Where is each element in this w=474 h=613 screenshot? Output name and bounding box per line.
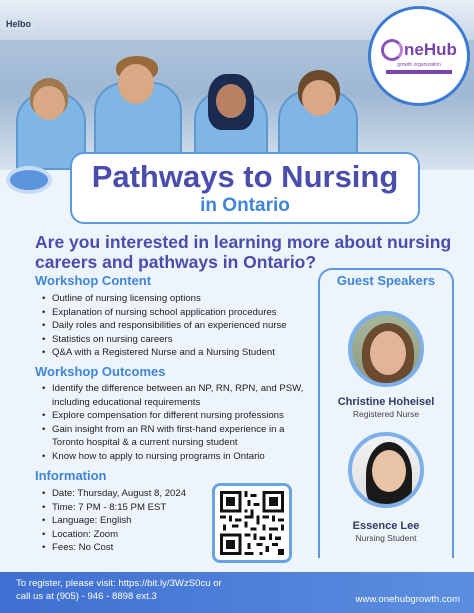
list-item: • Gain insight from an RN with first-hand experience in a Toronto hospital & a current nursing student (42, 423, 318, 450)
list-item: • Q&A with a Registered Nurse and a Nursing Student (42, 346, 312, 360)
onehub-logo (368, 6, 470, 106)
speaker-name: Essence Lee (352, 520, 420, 532)
list-item: • Time: 7 PM - 8:15 PM EST (42, 501, 212, 515)
speaker-photo (348, 432, 424, 508)
list-item: • Statistics on nursing careers (42, 333, 312, 347)
list-item: • Fees: No Cost (42, 541, 212, 555)
hero-sign: Helbo (2, 18, 35, 30)
workshop-content-heading: Workshop Content (35, 273, 152, 288)
list-item: • Location: Zoom (42, 528, 212, 542)
page-subtitle: in Ontario (200, 195, 290, 216)
registration-qr-code[interactable] (212, 483, 292, 563)
guest-speakers-heading: Guest Speakers (336, 273, 436, 288)
onehub-logo-icon (381, 39, 403, 61)
page-title: Pathways to Nursing (91, 159, 399, 194)
registration-link[interactable]: To register, please visit: https://bit.ly/3WzS0cu or (16, 578, 222, 589)
logo-strip (386, 70, 452, 74)
workshop-outcomes-heading: Workshop Outcomes (35, 364, 166, 379)
list-item: • Date: Thursday, August 8, 2024 (42, 487, 212, 501)
list-item: • Language: English (42, 514, 212, 528)
logo-name: neHub (404, 39, 457, 59)
list-item: • Outline of nursing licensing options (42, 292, 312, 306)
logo-tagline: growth organization (397, 61, 441, 68)
nurse-figure (90, 32, 186, 170)
workshop-outcomes-list (42, 382, 318, 464)
list-item: • Know how to apply to nursing programs in Ontario (42, 450, 318, 464)
qr-code-icon (220, 491, 284, 555)
list-item: • Daily roles and responsibilities of an experienced nurse (42, 319, 312, 333)
list-item: • Explore compensation for different nursing professions (42, 409, 318, 423)
nurse-figure (188, 42, 274, 170)
speaker-role: Registered Nurse (352, 409, 420, 419)
registration-phone: call us at (905) - 946 - 8898 ext.3 (16, 591, 157, 602)
list-item: • Identify the difference between an NP, RN, RPN, and PSW, including educational requirements (42, 382, 318, 409)
title-box (70, 152, 420, 224)
intro-question: Are you interested in learning more about nursing careers and pathways in Ontario? (35, 232, 452, 272)
registration-info (16, 577, 256, 603)
list-item: • Explanation of nursing school application procedures (42, 306, 312, 320)
speaker-photo (348, 311, 424, 387)
workshop-content-list (42, 292, 312, 360)
stethoscope-icon (6, 166, 52, 194)
information-list (42, 487, 212, 555)
website-link[interactable]: www.onehubgrowth.com (355, 594, 460, 605)
speaker-role: Nursing Student (355, 533, 417, 543)
information-heading: Information (35, 468, 107, 483)
speaker-name: Christine Hoheisel (337, 396, 435, 408)
